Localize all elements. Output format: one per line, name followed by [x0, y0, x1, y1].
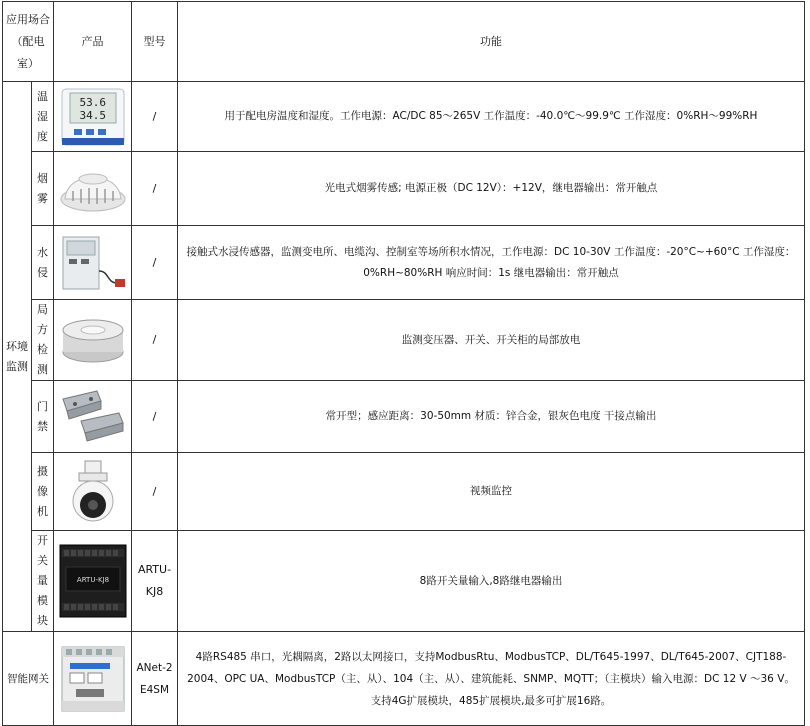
camera-image	[63, 459, 123, 525]
product-function: 光电式烟雾传感; 电源正极（DC 12V）：+12V，继电器输出：常开触点	[178, 152, 805, 226]
product-image	[54, 152, 132, 226]
product-name: 开关量模块	[32, 531, 54, 632]
header-row	[3, 2, 805, 82]
table-row	[3, 453, 805, 531]
product-function: 常开型；感应距离：30-50mm 材质：锌合金，银灰色电度 干接点输出	[178, 381, 805, 453]
product-image	[54, 381, 132, 453]
table-row	[3, 531, 805, 632]
product-image	[54, 226, 132, 300]
product-function: 用于配电房温度和湿度。工作电源：AC/DC 85～265V 工作温度：-40.0℃～99.9℃ 工作湿度：0%RH～99%RH	[178, 82, 805, 152]
partial-discharge-sensor-image	[57, 312, 129, 368]
product-name: 水侵	[32, 226, 54, 300]
table-row	[3, 152, 805, 226]
product-name: 局方检测	[32, 300, 54, 381]
product-function: 接触式水浸传感器，监测变电所、电缆沟、控制室等场所积水情况，工作电源：DC 10-30V 工作温度：-20°C~+60°C 工作湿度：0%RH~80%RH 响应时间：1s 继电器输出：常开触点	[178, 226, 805, 300]
product-model: ARTU-KJ8	[132, 531, 178, 632]
switch-module-image	[56, 541, 130, 621]
thermo-hygrometer-image	[58, 87, 128, 147]
product-function: 8路开关量输入,8路继电器输出	[178, 531, 805, 632]
product-function: 4路RS485 串口，光耦隔离，2路以太网接口，支持ModbusRtu、ModbusTCP、DL/T645-1997、DL/T645-2007、CJT188-2004、OPC UA、ModbusTCP（主、从）、104（主、从）、建筑能耗、SNMP、MQTT；（主模块）输入电源：DC 12 V ～36 V。支持4G扩展模块，485扩展模块,最多可扩展16路。	[178, 632, 805, 726]
product-name: 烟雾	[32, 152, 54, 226]
product-name: 摄像机	[32, 453, 54, 531]
product-model: ANet-2E4SM	[132, 632, 178, 726]
product-name: 温湿度	[32, 82, 54, 152]
product-image	[54, 453, 132, 531]
spec-table	[2, 1, 805, 726]
table-row	[3, 381, 805, 453]
product-name: 门禁	[32, 381, 54, 453]
header-product: 产品	[54, 2, 132, 82]
product-model: /	[132, 82, 178, 152]
header-model: 型号	[132, 2, 178, 82]
product-model: /	[132, 453, 178, 531]
door-sensor-image	[57, 387, 129, 447]
device-label: ARTU-KJ8	[76, 576, 109, 584]
product-model: /	[132, 300, 178, 381]
gateway-image	[56, 641, 130, 717]
product-model: /	[132, 152, 178, 226]
header-app: 应用场合（配电室）	[3, 2, 54, 82]
product-image	[54, 300, 132, 381]
product-model: /	[132, 381, 178, 453]
display-temp: 53.6	[79, 95, 106, 109]
product-image	[54, 531, 132, 632]
table-row	[3, 632, 805, 726]
product-image	[54, 632, 132, 726]
water-sensor-image	[57, 231, 129, 295]
table-row	[3, 226, 805, 300]
group-gateway: 智能网关	[3, 632, 54, 726]
smoke-detector-image	[57, 159, 129, 219]
display-humidity: 34.5	[79, 108, 106, 122]
product-function: 视频监控	[178, 453, 805, 531]
product-image	[54, 82, 132, 152]
table-row	[3, 82, 805, 152]
group-env: 环境监测	[3, 82, 32, 632]
product-function: 监测变压器、开关、开关柜的局部放电	[178, 300, 805, 381]
table-row	[3, 300, 805, 381]
product-model: /	[132, 226, 178, 300]
header-function: 功能	[178, 2, 805, 82]
